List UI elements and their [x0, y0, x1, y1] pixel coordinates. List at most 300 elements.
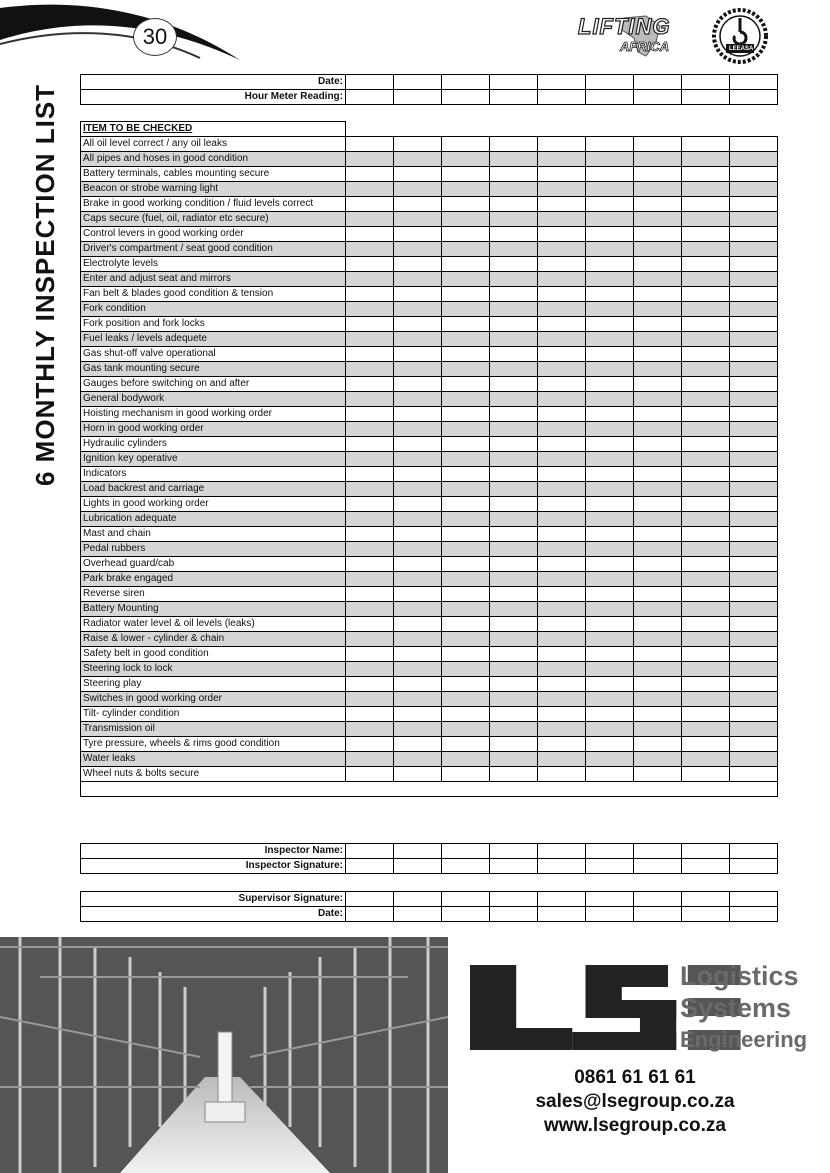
- check-cell[interactable]: [394, 467, 442, 482]
- check-cell[interactable]: [346, 512, 394, 527]
- check-cell[interactable]: [442, 75, 490, 90]
- check-cell[interactable]: [346, 197, 394, 212]
- check-cell[interactable]: [394, 75, 442, 90]
- check-cell[interactable]: [394, 317, 442, 332]
- check-cell[interactable]: [682, 347, 730, 362]
- check-cell[interactable]: [538, 392, 586, 407]
- check-cell[interactable]: [490, 557, 538, 572]
- check-cell[interactable]: [538, 557, 586, 572]
- check-cell[interactable]: [586, 302, 634, 317]
- check-cell[interactable]: [346, 422, 394, 437]
- check-cell[interactable]: [442, 392, 490, 407]
- check-cell[interactable]: [586, 677, 634, 692]
- check-cell[interactable]: [346, 227, 394, 242]
- check-cell[interactable]: [586, 512, 634, 527]
- check-cell[interactable]: [442, 317, 490, 332]
- check-cell[interactable]: [586, 452, 634, 467]
- check-cell[interactable]: [586, 257, 634, 272]
- email-link[interactable]: sales@lsegroup.co.za: [535, 1091, 735, 1112]
- check-cell[interactable]: [538, 212, 586, 227]
- check-cell[interactable]: [682, 182, 730, 197]
- check-cell[interactable]: [682, 527, 730, 542]
- check-cell[interactable]: [634, 332, 682, 347]
- check-cell[interactable]: [394, 272, 442, 287]
- check-cell[interactable]: [346, 677, 394, 692]
- check-cell[interactable]: [634, 557, 682, 572]
- check-cell[interactable]: [346, 722, 394, 737]
- check-cell[interactable]: [394, 347, 442, 362]
- check-cell[interactable]: [586, 707, 634, 722]
- check-cell[interactable]: [442, 242, 490, 257]
- check-cell[interactable]: [346, 692, 394, 707]
- check-cell[interactable]: [586, 572, 634, 587]
- check-cell[interactable]: [538, 452, 586, 467]
- check-cell[interactable]: [682, 632, 730, 647]
- check-cell[interactable]: [682, 422, 730, 437]
- check-cell[interactable]: [538, 527, 586, 542]
- check-cell[interactable]: [538, 617, 586, 632]
- check-cell[interactable]: [730, 737, 778, 752]
- check-cell[interactable]: [586, 542, 634, 557]
- check-cell[interactable]: [394, 892, 442, 907]
- check-cell[interactable]: [442, 752, 490, 767]
- check-cell[interactable]: [682, 90, 730, 105]
- check-cell[interactable]: [730, 752, 778, 767]
- check-cell[interactable]: [586, 332, 634, 347]
- check-cell[interactable]: [442, 512, 490, 527]
- check-cell[interactable]: [442, 647, 490, 662]
- check-cell[interactable]: [586, 167, 634, 182]
- check-cell[interactable]: [634, 302, 682, 317]
- check-cell[interactable]: [538, 647, 586, 662]
- check-cell[interactable]: [346, 907, 394, 922]
- check-cell[interactable]: [394, 302, 442, 317]
- check-cell[interactable]: [730, 859, 778, 874]
- check-cell[interactable]: [682, 602, 730, 617]
- check-cell[interactable]: [730, 542, 778, 557]
- check-cell[interactable]: [634, 722, 682, 737]
- check-cell[interactable]: [346, 542, 394, 557]
- check-cell[interactable]: [682, 844, 730, 859]
- check-cell[interactable]: [730, 242, 778, 257]
- check-cell[interactable]: [442, 859, 490, 874]
- check-cell[interactable]: [442, 332, 490, 347]
- check-cell[interactable]: [682, 907, 730, 922]
- check-cell[interactable]: [490, 844, 538, 859]
- check-cell[interactable]: [394, 362, 442, 377]
- check-cell[interactable]: [634, 587, 682, 602]
- check-cell[interactable]: [538, 317, 586, 332]
- check-cell[interactable]: [346, 392, 394, 407]
- check-cell[interactable]: [442, 377, 490, 392]
- check-cell[interactable]: [538, 302, 586, 317]
- check-cell[interactable]: [442, 227, 490, 242]
- check-cell[interactable]: [538, 197, 586, 212]
- check-cell[interactable]: [394, 257, 442, 272]
- check-cell[interactable]: [490, 257, 538, 272]
- check-cell[interactable]: [490, 892, 538, 907]
- check-cell[interactable]: [394, 452, 442, 467]
- check-cell[interactable]: [682, 482, 730, 497]
- check-cell[interactable]: [634, 677, 682, 692]
- check-cell[interactable]: [634, 632, 682, 647]
- check-cell[interactable]: [442, 452, 490, 467]
- check-cell[interactable]: [346, 167, 394, 182]
- check-cell[interactable]: [538, 767, 586, 782]
- check-cell[interactable]: [346, 572, 394, 587]
- check-cell[interactable]: [394, 844, 442, 859]
- check-cell[interactable]: [490, 167, 538, 182]
- check-cell[interactable]: [442, 422, 490, 437]
- check-cell[interactable]: [538, 422, 586, 437]
- check-cell[interactable]: [490, 90, 538, 105]
- check-cell[interactable]: [730, 257, 778, 272]
- check-cell[interactable]: [394, 137, 442, 152]
- check-cell[interactable]: [490, 227, 538, 242]
- check-cell[interactable]: [586, 737, 634, 752]
- check-cell[interactable]: [682, 722, 730, 737]
- check-cell[interactable]: [682, 317, 730, 332]
- check-cell[interactable]: [346, 557, 394, 572]
- check-cell[interactable]: [730, 647, 778, 662]
- check-cell[interactable]: [730, 497, 778, 512]
- check-cell[interactable]: [490, 287, 538, 302]
- check-cell[interactable]: [346, 332, 394, 347]
- check-cell[interactable]: [346, 752, 394, 767]
- check-cell[interactable]: [490, 647, 538, 662]
- check-cell[interactable]: [730, 512, 778, 527]
- check-cell[interactable]: [490, 707, 538, 722]
- check-cell[interactable]: [442, 542, 490, 557]
- check-cell[interactable]: [490, 362, 538, 377]
- check-cell[interactable]: [682, 377, 730, 392]
- check-cell[interactable]: [730, 332, 778, 347]
- check-cell[interactable]: [442, 482, 490, 497]
- check-cell[interactable]: [490, 137, 538, 152]
- check-cell[interactable]: [442, 90, 490, 105]
- check-cell[interactable]: [538, 907, 586, 922]
- check-cell[interactable]: [586, 377, 634, 392]
- check-cell[interactable]: [586, 859, 634, 874]
- website-link[interactable]: www.lsegroup.co.za: [544, 1115, 726, 1136]
- check-cell[interactable]: [730, 844, 778, 859]
- check-cell[interactable]: [586, 227, 634, 242]
- check-cell[interactable]: [682, 392, 730, 407]
- check-cell[interactable]: [538, 437, 586, 452]
- check-cell[interactable]: [682, 137, 730, 152]
- check-cell[interactable]: [442, 632, 490, 647]
- check-cell[interactable]: [634, 907, 682, 922]
- check-cell[interactable]: [346, 767, 394, 782]
- check-cell[interactable]: [634, 767, 682, 782]
- check-cell[interactable]: [730, 392, 778, 407]
- check-cell[interactable]: [538, 137, 586, 152]
- check-cell[interactable]: [682, 197, 730, 212]
- check-cell[interactable]: [346, 182, 394, 197]
- check-cell[interactable]: [538, 167, 586, 182]
- check-cell[interactable]: [442, 587, 490, 602]
- check-cell[interactable]: [682, 542, 730, 557]
- check-cell[interactable]: [730, 422, 778, 437]
- check-cell[interactable]: [490, 632, 538, 647]
- check-cell[interactable]: [442, 257, 490, 272]
- check-cell[interactable]: [538, 272, 586, 287]
- check-cell[interactable]: [490, 152, 538, 167]
- check-cell[interactable]: [442, 737, 490, 752]
- check-cell[interactable]: [394, 572, 442, 587]
- check-cell[interactable]: [346, 844, 394, 859]
- check-cell[interactable]: [730, 377, 778, 392]
- check-cell[interactable]: [490, 572, 538, 587]
- check-cell[interactable]: [634, 662, 682, 677]
- check-cell[interactable]: [730, 707, 778, 722]
- check-cell[interactable]: [490, 272, 538, 287]
- check-cell[interactable]: [442, 557, 490, 572]
- check-cell[interactable]: [730, 692, 778, 707]
- check-cell[interactable]: [394, 662, 442, 677]
- check-cell[interactable]: [586, 557, 634, 572]
- check-cell[interactable]: [394, 497, 442, 512]
- check-cell[interactable]: [490, 587, 538, 602]
- check-cell[interactable]: [634, 75, 682, 90]
- check-cell[interactable]: [730, 892, 778, 907]
- check-cell[interactable]: [538, 287, 586, 302]
- check-cell[interactable]: [730, 632, 778, 647]
- check-cell[interactable]: [634, 844, 682, 859]
- check-cell[interactable]: [682, 677, 730, 692]
- check-cell[interactable]: [442, 182, 490, 197]
- check-cell[interactable]: [586, 242, 634, 257]
- check-cell[interactable]: [730, 572, 778, 587]
- check-cell[interactable]: [442, 302, 490, 317]
- check-cell[interactable]: [394, 422, 442, 437]
- check-cell[interactable]: [394, 647, 442, 662]
- check-cell[interactable]: [634, 482, 682, 497]
- check-cell[interactable]: [490, 302, 538, 317]
- check-cell[interactable]: [730, 587, 778, 602]
- check-cell[interactable]: [490, 407, 538, 422]
- check-cell[interactable]: [442, 572, 490, 587]
- check-cell[interactable]: [490, 182, 538, 197]
- check-cell[interactable]: [634, 392, 682, 407]
- check-cell[interactable]: [586, 844, 634, 859]
- check-cell[interactable]: [730, 617, 778, 632]
- check-cell[interactable]: [394, 557, 442, 572]
- check-cell[interactable]: [394, 737, 442, 752]
- check-cell[interactable]: [538, 692, 586, 707]
- check-cell[interactable]: [586, 587, 634, 602]
- check-cell[interactable]: [634, 347, 682, 362]
- check-cell[interactable]: [490, 437, 538, 452]
- check-cell[interactable]: [442, 677, 490, 692]
- check-cell[interactable]: [682, 242, 730, 257]
- check-cell[interactable]: [586, 212, 634, 227]
- check-cell[interactable]: [682, 752, 730, 767]
- check-cell[interactable]: [538, 892, 586, 907]
- check-cell[interactable]: [538, 512, 586, 527]
- check-cell[interactable]: [682, 572, 730, 587]
- check-cell[interactable]: [394, 512, 442, 527]
- check-cell[interactable]: [682, 167, 730, 182]
- check-cell[interactable]: [634, 859, 682, 874]
- check-cell[interactable]: [394, 587, 442, 602]
- check-cell[interactable]: [346, 272, 394, 287]
- check-cell[interactable]: [586, 437, 634, 452]
- check-cell[interactable]: [730, 467, 778, 482]
- check-cell[interactable]: [490, 542, 538, 557]
- check-cell[interactable]: [394, 167, 442, 182]
- check-cell[interactable]: [682, 332, 730, 347]
- check-cell[interactable]: [490, 422, 538, 437]
- check-cell[interactable]: [730, 75, 778, 90]
- check-cell[interactable]: [346, 452, 394, 467]
- check-cell[interactable]: [586, 90, 634, 105]
- check-cell[interactable]: [346, 362, 394, 377]
- check-cell[interactable]: [490, 452, 538, 467]
- check-cell[interactable]: [730, 287, 778, 302]
- check-cell[interactable]: [634, 737, 682, 752]
- check-cell[interactable]: [730, 182, 778, 197]
- check-cell[interactable]: [490, 75, 538, 90]
- check-cell[interactable]: [634, 90, 682, 105]
- check-cell[interactable]: [442, 527, 490, 542]
- check-cell[interactable]: [394, 859, 442, 874]
- check-cell[interactable]: [730, 362, 778, 377]
- check-cell[interactable]: [634, 542, 682, 557]
- check-cell[interactable]: [394, 90, 442, 105]
- check-cell[interactable]: [538, 632, 586, 647]
- check-cell[interactable]: [682, 707, 730, 722]
- check-cell[interactable]: [682, 497, 730, 512]
- check-cell[interactable]: [346, 527, 394, 542]
- check-cell[interactable]: [586, 317, 634, 332]
- check-cell[interactable]: [730, 452, 778, 467]
- check-cell[interactable]: [586, 767, 634, 782]
- check-cell[interactable]: [538, 347, 586, 362]
- check-cell[interactable]: [490, 907, 538, 922]
- check-cell[interactable]: [346, 407, 394, 422]
- check-cell[interactable]: [730, 152, 778, 167]
- check-cell[interactable]: [538, 482, 586, 497]
- check-cell[interactable]: [394, 332, 442, 347]
- check-cell[interactable]: [346, 892, 394, 907]
- check-cell[interactable]: [346, 859, 394, 874]
- check-cell[interactable]: [730, 407, 778, 422]
- check-cell[interactable]: [682, 362, 730, 377]
- check-cell[interactable]: [538, 662, 586, 677]
- check-cell[interactable]: [490, 242, 538, 257]
- check-cell[interactable]: [586, 137, 634, 152]
- check-cell[interactable]: [682, 767, 730, 782]
- check-cell[interactable]: [586, 392, 634, 407]
- check-cell[interactable]: [586, 182, 634, 197]
- check-cell[interactable]: [634, 497, 682, 512]
- check-cell[interactable]: [346, 212, 394, 227]
- check-cell[interactable]: [730, 677, 778, 692]
- check-cell[interactable]: [394, 242, 442, 257]
- check-cell[interactable]: [586, 197, 634, 212]
- check-cell[interactable]: [442, 347, 490, 362]
- check-cell[interactable]: [586, 527, 634, 542]
- check-cell[interactable]: [394, 152, 442, 167]
- check-cell[interactable]: [682, 227, 730, 242]
- check-cell[interactable]: [538, 227, 586, 242]
- check-cell[interactable]: [394, 752, 442, 767]
- check-cell[interactable]: [346, 467, 394, 482]
- check-cell[interactable]: [442, 602, 490, 617]
- check-cell[interactable]: [394, 392, 442, 407]
- check-cell[interactable]: [538, 844, 586, 859]
- check-cell[interactable]: [730, 167, 778, 182]
- check-cell[interactable]: [634, 692, 682, 707]
- check-cell[interactable]: [730, 227, 778, 242]
- check-cell[interactable]: [346, 482, 394, 497]
- check-cell[interactable]: [490, 497, 538, 512]
- check-cell[interactable]: [730, 767, 778, 782]
- check-cell[interactable]: [634, 512, 682, 527]
- check-cell[interactable]: [682, 892, 730, 907]
- check-cell[interactable]: [442, 467, 490, 482]
- check-cell[interactable]: [586, 692, 634, 707]
- check-cell[interactable]: [490, 602, 538, 617]
- check-cell[interactable]: [394, 707, 442, 722]
- check-cell[interactable]: [538, 572, 586, 587]
- check-cell[interactable]: [682, 617, 730, 632]
- check-cell[interactable]: [682, 557, 730, 572]
- check-cell[interactable]: [730, 302, 778, 317]
- check-cell[interactable]: [394, 407, 442, 422]
- check-cell[interactable]: [586, 75, 634, 90]
- check-cell[interactable]: [442, 272, 490, 287]
- check-cell[interactable]: [538, 587, 586, 602]
- check-cell[interactable]: [538, 242, 586, 257]
- check-cell[interactable]: [538, 722, 586, 737]
- check-cell[interactable]: [634, 242, 682, 257]
- check-cell[interactable]: [682, 737, 730, 752]
- check-cell[interactable]: [586, 422, 634, 437]
- check-cell[interactable]: [442, 844, 490, 859]
- check-cell[interactable]: [394, 437, 442, 452]
- check-cell[interactable]: [442, 197, 490, 212]
- check-cell[interactable]: [634, 272, 682, 287]
- check-cell[interactable]: [634, 257, 682, 272]
- check-cell[interactable]: [682, 302, 730, 317]
- check-cell[interactable]: [346, 90, 394, 105]
- check-cell[interactable]: [586, 907, 634, 922]
- check-cell[interactable]: [634, 527, 682, 542]
- check-cell[interactable]: [634, 617, 682, 632]
- check-cell[interactable]: [634, 647, 682, 662]
- check-cell[interactable]: [730, 90, 778, 105]
- check-cell[interactable]: [394, 617, 442, 632]
- check-cell[interactable]: [490, 332, 538, 347]
- check-cell[interactable]: [442, 407, 490, 422]
- check-cell[interactable]: [586, 662, 634, 677]
- check-cell[interactable]: [538, 542, 586, 557]
- check-cell[interactable]: [538, 859, 586, 874]
- check-cell[interactable]: [394, 632, 442, 647]
- check-cell[interactable]: [442, 497, 490, 512]
- check-cell[interactable]: [490, 527, 538, 542]
- check-cell[interactable]: [490, 752, 538, 767]
- check-cell[interactable]: [682, 407, 730, 422]
- check-cell[interactable]: [394, 542, 442, 557]
- check-cell[interactable]: [346, 737, 394, 752]
- check-cell[interactable]: [682, 75, 730, 90]
- check-cell[interactable]: [538, 152, 586, 167]
- check-cell[interactable]: [682, 512, 730, 527]
- check-cell[interactable]: [442, 287, 490, 302]
